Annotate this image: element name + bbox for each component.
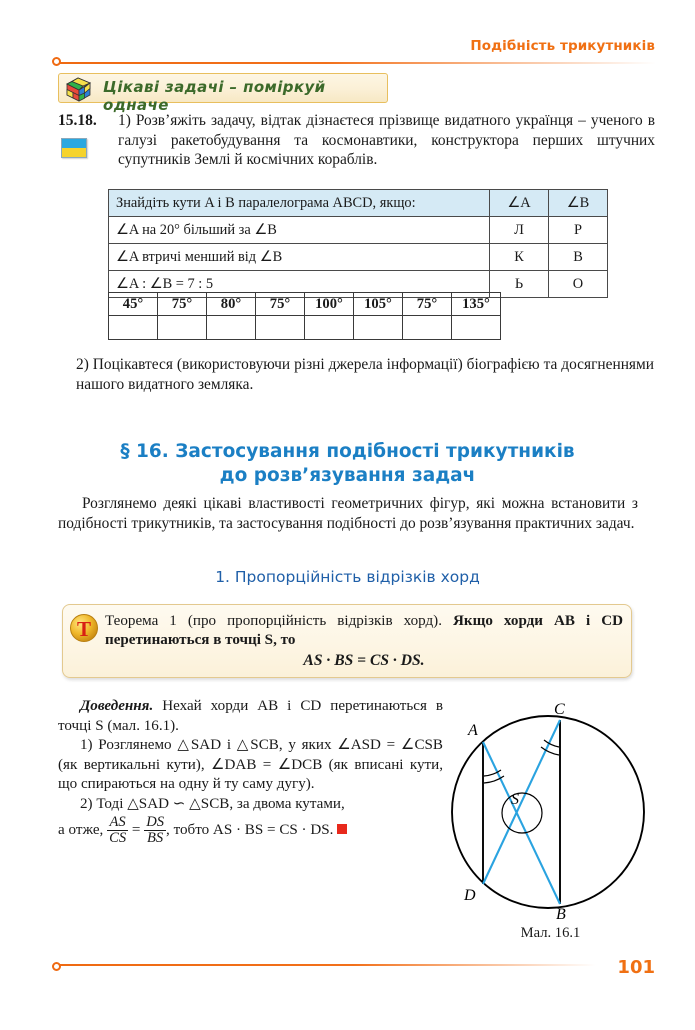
answer-blank-cell[interactable] <box>109 316 158 340</box>
header-angle-b: ∠B <box>549 190 608 217</box>
answer-value: 80° <box>207 293 256 316</box>
answer-blank-cell[interactable] <box>158 316 207 340</box>
proof-paragraph-2: 1) Розглянемо △SAD і △SCB, у яких ∠ASD = ∠CSB (як вертикальні кути), ∠DAB = ∠DCB (як вписані кути, що спираються на одну й ту саму дугу). <box>58 737 443 793</box>
proof-lead: Доведення. <box>80 698 154 714</box>
header-condition: Знайдіть кути A і B паралелограма ABCD, якщо: <box>109 190 490 217</box>
answer-value: 75° <box>158 293 207 316</box>
table-header-row <box>109 190 608 217</box>
row-angle-a: Ь <box>490 271 549 298</box>
row-condition: ∠A втричі менший від ∠B <box>109 244 490 271</box>
answer-value: 135° <box>452 293 501 316</box>
answer-blank-cell[interactable] <box>256 316 305 340</box>
conditions-table <box>108 189 608 298</box>
footer-rule-dot <box>52 962 61 971</box>
proof-paragraph-1 <box>58 697 443 736</box>
row-angle-b: В <box>549 244 608 271</box>
answer-blank-cell[interactable] <box>207 316 256 340</box>
section-title-line2: до розв’язування задач <box>219 465 476 486</box>
answer-value: 45° <box>109 293 158 316</box>
label-A: A <box>468 722 478 739</box>
running-head: Подібність трикутників <box>470 38 655 54</box>
figure-caption: Мал. 16.1 <box>520 925 581 941</box>
section-title <box>0 440 695 488</box>
proof-step2-b: а отже, <box>58 821 104 838</box>
table-row <box>109 244 608 271</box>
row-angle-a: Л <box>490 217 549 244</box>
theorem-lead: Теорема 1 (про пропорційність відрізків хорд). <box>105 613 442 629</box>
chords-circle-figure <box>448 692 653 922</box>
label-B: B <box>556 906 566 922</box>
fraction-left <box>107 815 128 846</box>
exercise-part2-text: 2) Поцікавтеся (використовуючи різні джерела інформації) біографією та досягненнями нашого видатного земляка. <box>76 356 654 393</box>
footer-rule <box>56 964 596 966</box>
fraction-right-numerator: DS <box>146 813 165 830</box>
ukraine-flag-icon <box>61 138 87 158</box>
theorem-statement: Якщо хорди AB і CD перетинаються в точці S, то <box>105 613 623 648</box>
section-title-line1: § 16. Застосування подібності трикутників <box>120 441 575 462</box>
table-row <box>109 217 608 244</box>
label-C: C <box>554 701 565 718</box>
row-condition: ∠A на 20° більший за ∠B <box>109 217 490 244</box>
answers-table <box>108 292 501 340</box>
answer-blank-cell[interactable] <box>403 316 452 340</box>
chord-CD <box>483 720 560 884</box>
theorem-text <box>105 612 623 650</box>
proof-text <box>58 697 443 846</box>
answer-value: 100° <box>305 293 354 316</box>
exercise-part1-text: 1) Розв’яжіть задачу, відтак дізнаєтеся прізвище видатного українця – ученого в галузі ракетобудування та космонавтики, конструктора перших штучних супутників Землі й космічних кораблів. <box>118 112 655 168</box>
section-intro-text: Розглянемо деякі цікаві властивості геометричних фігур, які можна встановити з подібності трикутників, та застосування подібності до розв’язування практичних задач. <box>58 495 638 532</box>
proof-paragraph-3: 2) Тоді △SAD ∽ △SCB, за двома кутами, <box>80 795 345 812</box>
answer-value: 75° <box>403 293 452 316</box>
equals-sign: = <box>131 821 141 838</box>
answers-blank-row <box>109 316 501 340</box>
interesting-tasks-banner <box>58 73 388 114</box>
theorem-t-icon <box>69 613 99 643</box>
proof-paragraph-4 <box>58 815 443 846</box>
label-S: S <box>511 791 519 808</box>
chord-AB <box>483 742 560 904</box>
proof-tail: , тобто AS · BS = CS · DS. <box>166 821 334 838</box>
page-number: 101 <box>617 957 655 978</box>
fraction-left-denominator: CS <box>109 829 127 846</box>
svg-text:T: T <box>76 617 92 641</box>
row-condition: ∠A : ∠B = 7 : 5 <box>109 271 490 298</box>
banner-label: Цікаві задачі – поміркуй одначе <box>103 78 326 114</box>
answer-blank-cell[interactable] <box>354 316 403 340</box>
header-rule <box>56 62 656 64</box>
row-angle-b: О <box>549 271 608 298</box>
qed-square-icon <box>337 824 347 834</box>
answer-value: 75° <box>256 293 305 316</box>
header-rule-dot <box>52 57 61 66</box>
answer-value: 105° <box>354 293 403 316</box>
theorem-formula: AS · BS = CS · DS. <box>303 652 425 669</box>
fraction-right-denominator: BS <box>144 830 166 846</box>
row-angle-a: К <box>490 244 549 271</box>
header-angle-a: ∠A <box>490 190 549 217</box>
answer-blank-cell[interactable] <box>305 316 354 340</box>
fraction-left-numerator: AS <box>109 813 126 830</box>
answers-values-row <box>109 293 501 316</box>
theorem-box <box>62 604 632 678</box>
subsection-title: 1. Пропорційність відрізків хорд <box>215 568 480 586</box>
exercise-number: 15.18. <box>58 112 97 129</box>
row-angle-b: Р <box>549 217 608 244</box>
fraction-right <box>144 815 166 846</box>
rubiks-cube-icon <box>64 75 94 103</box>
proof-line1: Нехай хорди AB і CD перетинаються в точці S (мал. 16.1). <box>58 698 443 734</box>
answer-blank-cell[interactable] <box>452 316 501 340</box>
label-D: D <box>464 887 476 904</box>
